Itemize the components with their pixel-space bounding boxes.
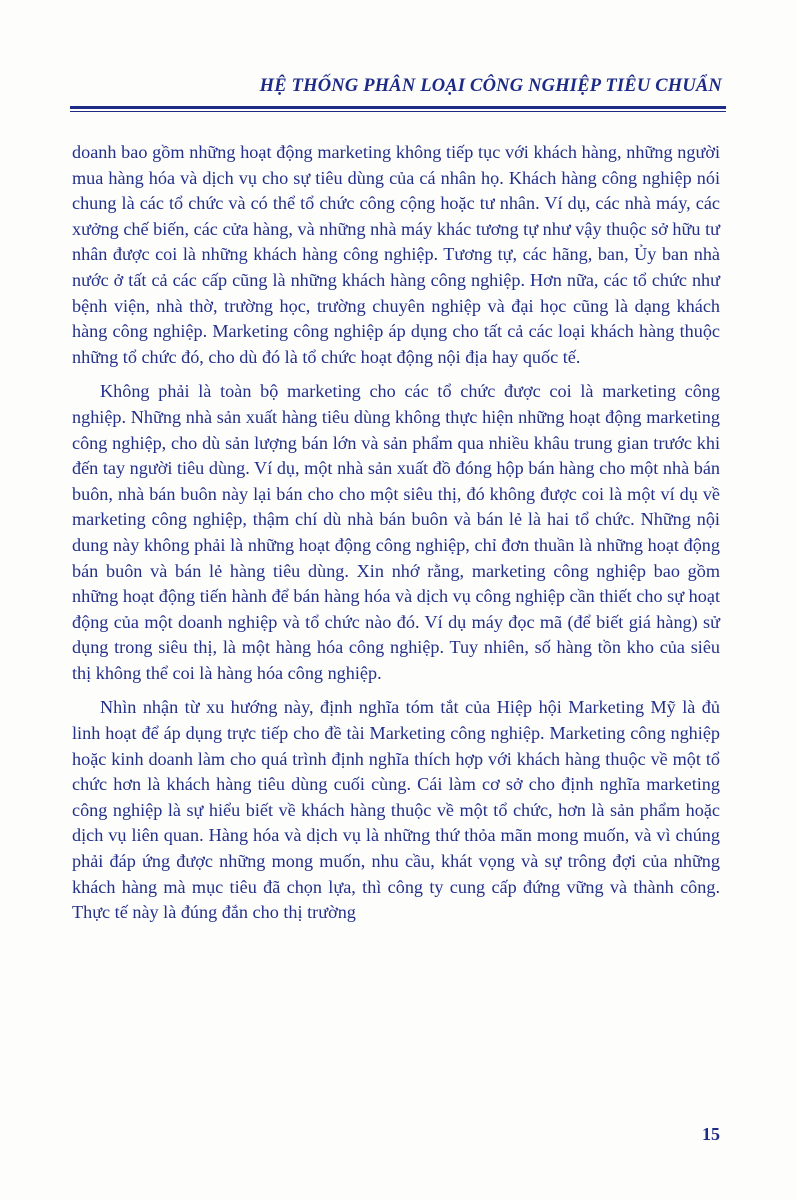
header-rule-thick xyxy=(70,106,726,109)
header-rule-thin xyxy=(70,111,726,112)
paragraph-continued: doanh bao gồm những hoạt động marketing không tiếp tục với khách hàng, những người mua hàng hóa và dịch vụ cho sự tiêu dùng của cá nhân họ. Khách hàng công nghiệp nói chung là các tổ chức và có thể tổ chức công cộng hoặc tư nhân. Ví dụ, các nhà máy, các xưởng chế biến, các cửa hàng, và những nhà máy khác tương tự như vậy thuộc sở hữu tư nhân được coi là những khách hàng công nghiệp. Tương tự, các hãng, ban, Ủy ban nhà nước ở tất cả các cấp cũng là những khách hàng công nghiệp. Hơn nữa, các tổ chức như bệnh viện, nhà thờ, trường học, trường chuyên nghiệp và đại học cũng là dạng khách hàng công nghiệp. Marketing công nghiệp áp dụng cho tất cả các loại khách hàng thuộc những tổ chức đó, cho dù đó là tổ chức hoạt động nội địa hay quốc tế. xyxy=(72,142,720,367)
running-head-title: HỆ THỐNG PHÂN LOẠI CÔNG NGHIỆP TIÊU CHUẨN xyxy=(259,76,722,96)
body-text xyxy=(72,140,720,935)
paragraph: Không phải là toàn bộ marketing cho các tổ chức được coi là marketing công nghiệp. Những nhà sản xuất hàng tiêu dùng không thực hiện những hoạt động marketing công nghiệp, cho dù sản lượng bán lớn và sản phẩm qua nhiều khâu trung gian trước khi đến tay người tiêu dùng. Ví dụ, một nhà sản xuất đồ đóng hộp bán hàng cho một nhà bán buôn, nhà bán buôn này lại bán cho cho một siêu thị, đó không được coi là một ví dụ về marketing công nghiệp, thậm chí dù nhà bán buôn và bán lẻ là hai tổ chức. Những nội dung này không phải là những hoạt động công nghiệp, chỉ đơn thuần là những hoạt động bán buôn và bán lẻ hàng tiêu dùng. Xin nhớ rằng, marketing công nghiệp bao gồm những hoạt động tiến hành để bán hàng hóa và dịch vụ công nghiệp cần thiết cho sự hoạt động của một doanh nghiệp và tổ chức nào đó. Ví dụ máy đọc mã (để biết giá hàng) sử dụng trong siêu thị, là một hàng hóa công nghiệp. Tuy nhiên, số hàng tồn kho của siêu thị không thể coi là hàng hóa công nghiệp. xyxy=(72,381,720,683)
page-number: 15 xyxy=(702,1124,720,1144)
paragraph: Nhìn nhận từ xu hướng này, định nghĩa tóm tắt của Hiệp hội Marketing Mỹ là đủ linh hoạt để áp dụng trực tiếp cho đề tài Marketing công nghiệp. Marketing công nghiệp hoặc kinh doanh làm cho quá trình định nghĩa thích hợp với khách hàng thuộc về một tổ chức hơn là khách hàng tiêu dùng cuối cùng. Cái làm cơ sở cho định nghĩa marketing công nghiệp là sự hiểu biết về khách hàng thuộc về một tổ chức, hơn là sản phẩm hoặc dịch vụ liên quan. Hàng hóa và dịch vụ là những thứ thỏa mãn mong muốn, và vì chúng phải đáp ứng được những mong muốn, nhu cầu, khát vọng và sự trông đợi của những khách hàng mà mục tiêu đã chọn lựa, thì công ty cung cấp đứng vững và thành công. Thực tế này là đúng đắn cho thị trường xyxy=(72,697,720,923)
